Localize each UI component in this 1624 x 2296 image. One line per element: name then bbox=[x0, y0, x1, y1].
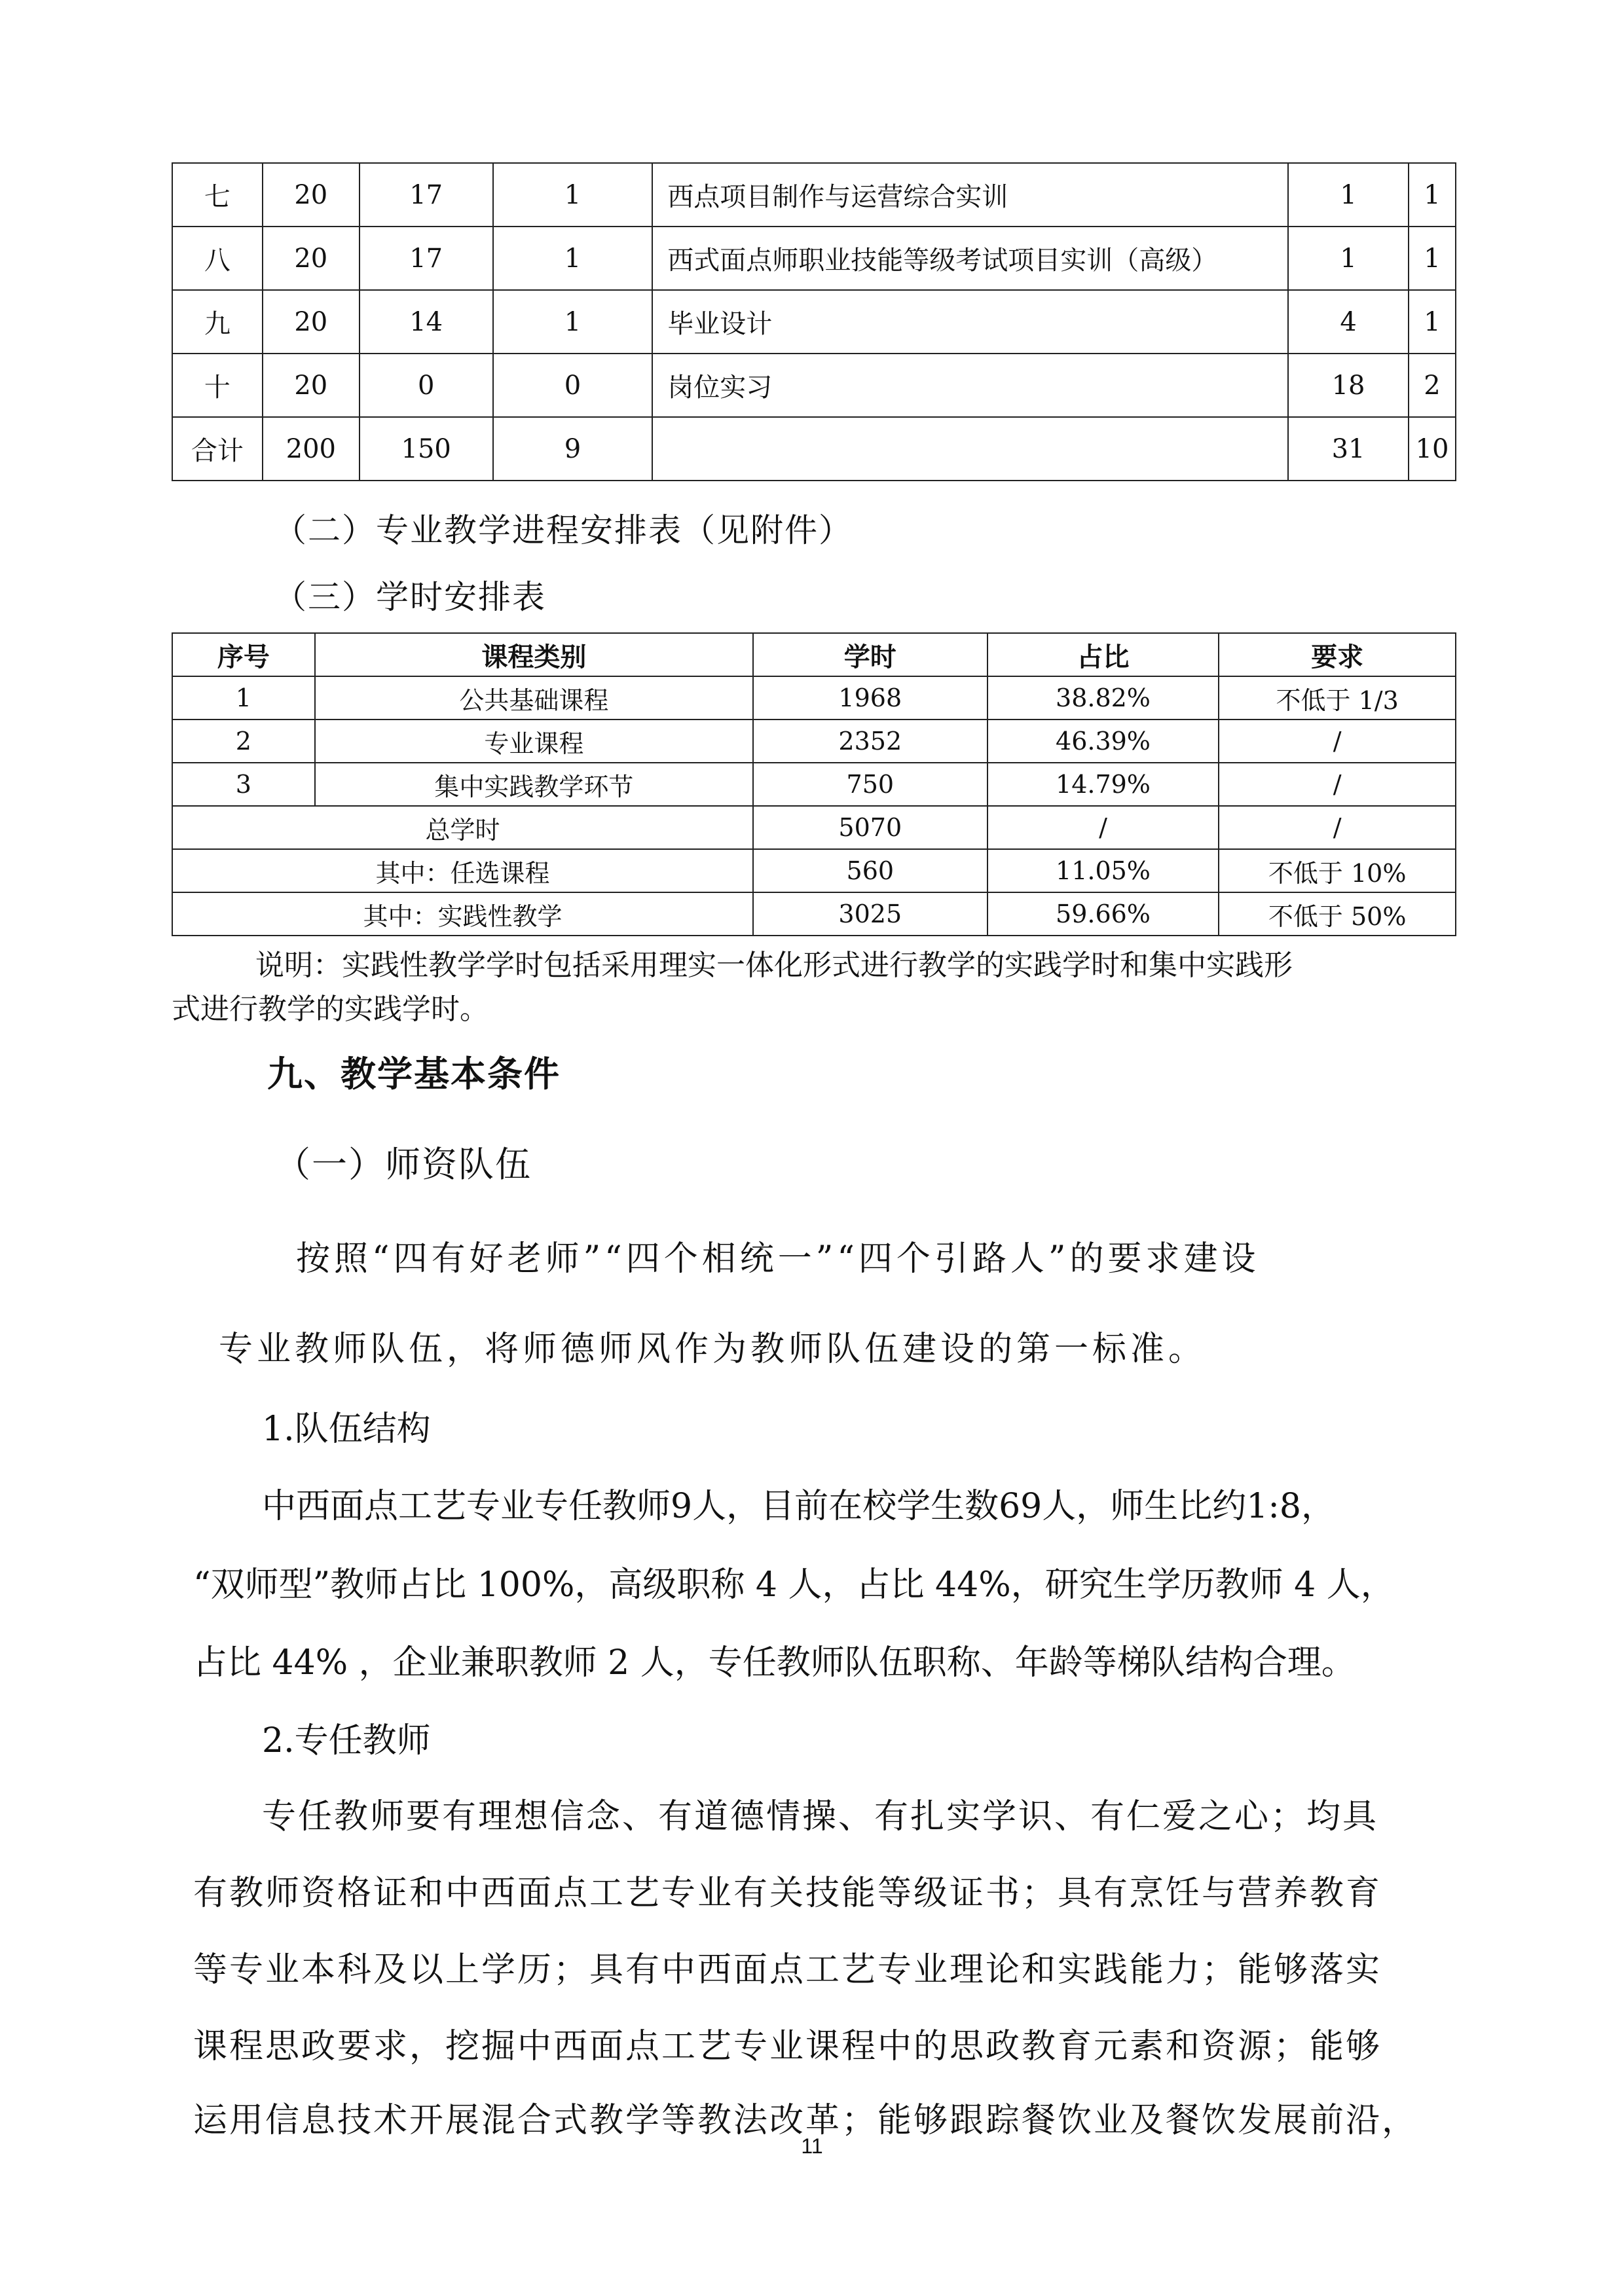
practice-label: 其中：实践性教学 bbox=[172, 892, 753, 936]
page-number: 11 bbox=[801, 2134, 823, 2158]
cell-training-item: 毕业设计 bbox=[652, 290, 1288, 354]
paragraph-1-line-1: 按照“四有好老师”“四个相统一”“四个引路人”的要求建设 bbox=[296, 1239, 1260, 1279]
cell-semester: 八 bbox=[172, 227, 263, 290]
table-row bbox=[172, 354, 1456, 417]
paragraph-3-line-3: 等专业本科及以上学历；具有中西面点工艺专业理论和实践能力；能够落实 bbox=[193, 1950, 1382, 1990]
total-requirement: / bbox=[1219, 806, 1456, 849]
cell-no: 2 bbox=[172, 720, 315, 763]
cell-training-weeks: 1 bbox=[1288, 163, 1409, 227]
header-requirement: 要求 bbox=[1219, 633, 1456, 676]
cell-hours: 2352 bbox=[753, 720, 987, 763]
table-row bbox=[172, 163, 1456, 227]
cell-weeks-total: 20 bbox=[263, 354, 360, 417]
cell-weeks-teaching: 0 bbox=[360, 354, 493, 417]
section-2-title: （二）专业教学进程安排表（见附件） bbox=[274, 511, 853, 549]
table-row bbox=[172, 676, 1456, 720]
table-header-row bbox=[172, 633, 1456, 676]
paragraph-3-line-5: 运用信息技术开展混合式教学等教法改革；能够跟踪餐饮业及餐饮发展前沿， bbox=[193, 2101, 1418, 2140]
table-row bbox=[172, 417, 1456, 481]
cell-weeks-teaching: 17 bbox=[360, 163, 493, 227]
cell-weeks-total: 20 bbox=[263, 163, 360, 227]
subsection-1-title: （一）师资队伍 bbox=[275, 1144, 532, 1185]
item-1-title: 1.队伍结构 bbox=[262, 1410, 431, 1449]
section-3-title: （三）学时安排表 bbox=[274, 578, 546, 616]
paragraph-1-line-2: 专业教师队伍，将师德师风作为教师队伍建设的第一标准。 bbox=[219, 1330, 1207, 1369]
elective-label: 其中：任选课程 bbox=[172, 849, 753, 892]
note-line-1: 说明：实践性教学学时包括采用理实一体化形式进行教学的实践学时和集中实践形 bbox=[255, 949, 1293, 982]
cell-requirement: 不低于 1/3 bbox=[1219, 676, 1456, 720]
cell-semester: 十 bbox=[172, 354, 263, 417]
cell-hours: 750 bbox=[753, 763, 987, 806]
cell-weeks-teaching: 17 bbox=[360, 227, 493, 290]
paragraph-3-line-2: 有教师资格证和中西面点工艺专业有关技能等级证书；具有烹饪与营养教育 bbox=[193, 1874, 1382, 1913]
chapter-title: 九、教学基本条件 bbox=[267, 1053, 561, 1095]
paragraph-3-line-1: 专任教师要有理想信念、有道德情操、有扎实学识、有仁爱之心；均具 bbox=[262, 1797, 1379, 1836]
cell-requirement: / bbox=[1219, 720, 1456, 763]
cell-weeks-total: 20 bbox=[263, 290, 360, 354]
table-row bbox=[172, 763, 1456, 806]
cell-weeks-exam: 1 bbox=[493, 163, 653, 227]
semester-training-table bbox=[172, 162, 1456, 481]
hours-table bbox=[172, 632, 1456, 936]
cell-category: 集中实践教学环节 bbox=[315, 763, 753, 806]
cell-semester: 合计 bbox=[172, 417, 263, 481]
practice-ratio: 59.66% bbox=[987, 892, 1219, 936]
elective-row bbox=[172, 849, 1456, 892]
cell-category: 专业课程 bbox=[315, 720, 753, 763]
cell-training-item: 西点项目制作与运营综合实训 bbox=[652, 163, 1288, 227]
paragraph-2-line-1: 中西面点工艺专业专任教师9人，目前在校学生数69人，师生比约1:8， bbox=[262, 1487, 1335, 1526]
table-row bbox=[172, 227, 1456, 290]
cell-weeks-total: 20 bbox=[263, 227, 360, 290]
total-label: 总学时 bbox=[172, 806, 753, 849]
cell-training-item: 岗位实习 bbox=[652, 354, 1288, 417]
cell-semester: 九 bbox=[172, 290, 263, 354]
cell-other-weeks: 10 bbox=[1409, 417, 1456, 481]
cell-other-weeks: 1 bbox=[1409, 290, 1456, 354]
cell-no: 1 bbox=[172, 676, 315, 720]
cell-requirement: / bbox=[1219, 763, 1456, 806]
cell-weeks-exam: 9 bbox=[493, 417, 653, 481]
cell-weeks-teaching: 14 bbox=[360, 290, 493, 354]
item-2-title: 2.专任教师 bbox=[262, 1721, 431, 1760]
elective-requirement: 不低于 10% bbox=[1219, 849, 1456, 892]
total-hours: 5070 bbox=[753, 806, 987, 849]
note-line-2: 式进行教学的实践学时。 bbox=[172, 993, 489, 1026]
header-category: 课程类别 bbox=[315, 633, 753, 676]
cell-other-weeks: 1 bbox=[1409, 163, 1456, 227]
table-row bbox=[172, 720, 1456, 763]
cell-training-weeks: 4 bbox=[1288, 290, 1409, 354]
cell-hours: 1968 bbox=[753, 676, 987, 720]
elective-hours: 560 bbox=[753, 849, 987, 892]
header-no: 序号 bbox=[172, 633, 315, 676]
header-ratio: 占比 bbox=[987, 633, 1219, 676]
cell-weeks-total: 200 bbox=[263, 417, 360, 481]
paragraph-3-line-4: 课程思政要求，挖掘中西面点工艺专业课程中的思政教育元素和资源；能够 bbox=[193, 2027, 1382, 2066]
practice-hours: 3025 bbox=[753, 892, 987, 936]
cell-weeks-exam: 1 bbox=[493, 290, 653, 354]
cell-weeks-exam: 1 bbox=[493, 227, 653, 290]
cell-training-weeks: 18 bbox=[1288, 354, 1409, 417]
cell-training-weeks: 1 bbox=[1288, 227, 1409, 290]
paragraph-2-line-3: 占比 44% ，企业兼职教师 2 人，专任教师队伍职称、年龄等梯队结构合理。 bbox=[193, 1643, 1356, 1683]
cell-ratio: 38.82% bbox=[987, 676, 1219, 720]
cell-semester: 七 bbox=[172, 163, 263, 227]
header-hours: 学时 bbox=[753, 633, 987, 676]
practice-requirement: 不低于 50% bbox=[1219, 892, 1456, 936]
cell-ratio: 14.79% bbox=[987, 763, 1219, 806]
total-ratio: / bbox=[987, 806, 1219, 849]
cell-training-item bbox=[652, 417, 1288, 481]
cell-weeks-teaching: 150 bbox=[360, 417, 493, 481]
cell-other-weeks: 2 bbox=[1409, 354, 1456, 417]
cell-ratio: 46.39% bbox=[987, 720, 1219, 763]
cell-training-weeks: 31 bbox=[1288, 417, 1409, 481]
total-row bbox=[172, 806, 1456, 849]
cell-training-item: 西式面点师职业技能等级考试项目实训（高级） bbox=[652, 227, 1288, 290]
practice-row bbox=[172, 892, 1456, 936]
elective-ratio: 11.05% bbox=[987, 849, 1219, 892]
table-row bbox=[172, 290, 1456, 354]
cell-category: 公共基础课程 bbox=[315, 676, 753, 720]
paragraph-2-line-2: “双师型”教师占比 100%，高级职称 4 人，占比 44%，研究生学历教师 4 人， bbox=[193, 1565, 1395, 1605]
cell-no: 3 bbox=[172, 763, 315, 806]
cell-weeks-exam: 0 bbox=[493, 354, 653, 417]
cell-other-weeks: 1 bbox=[1409, 227, 1456, 290]
